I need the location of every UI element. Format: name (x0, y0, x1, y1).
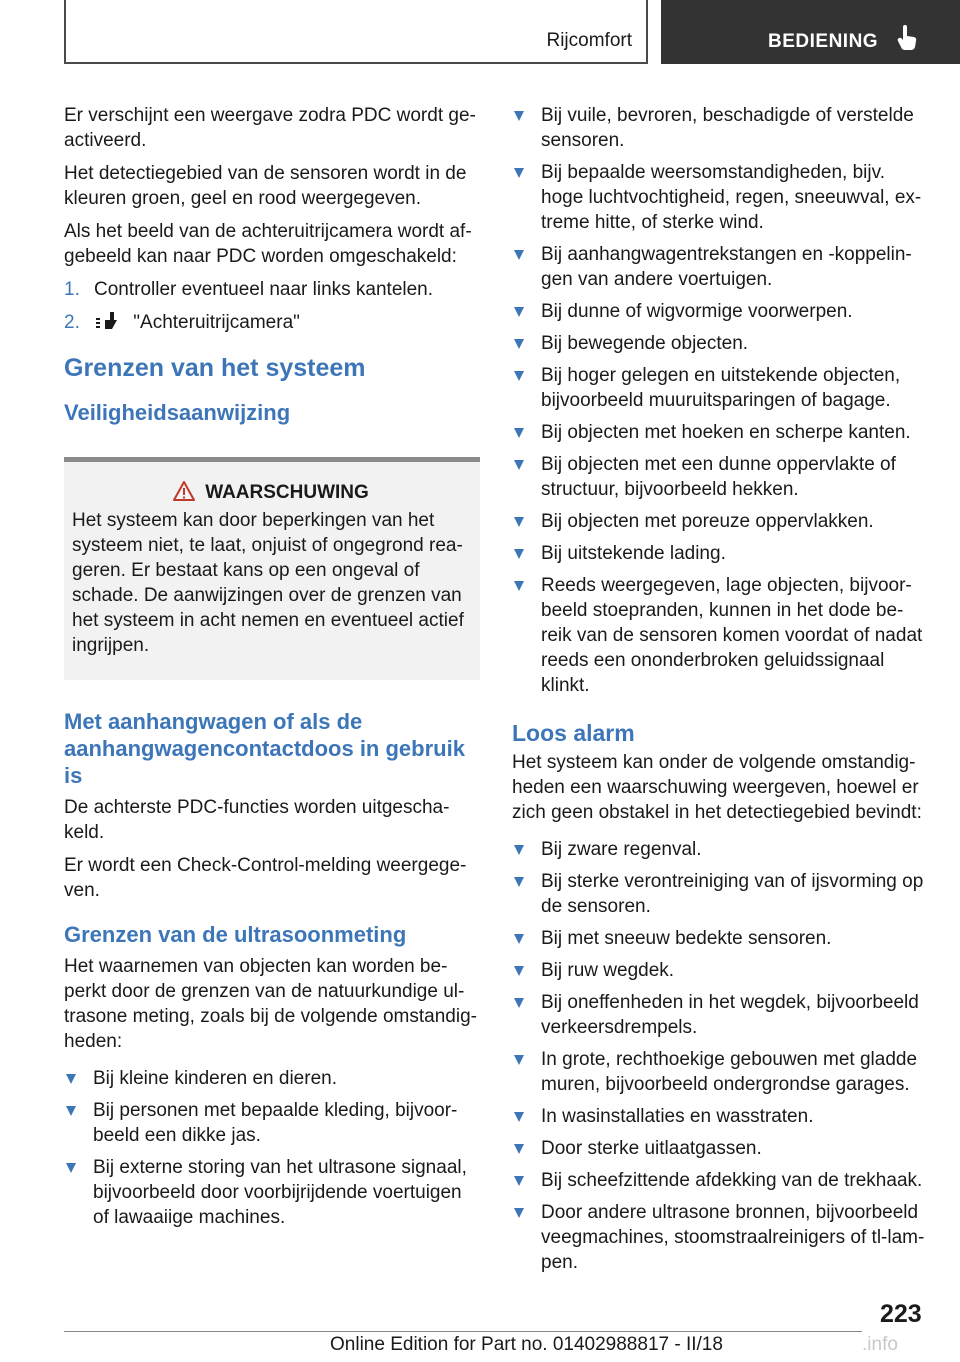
bullet-triangle-icon (514, 371, 524, 381)
warning-header (72, 480, 470, 506)
list-item (512, 1168, 928, 1193)
list-item (512, 541, 928, 566)
bullet-triangle-icon (514, 966, 524, 976)
list-item-text: Bij uitstekende lading. (541, 543, 726, 564)
list-item (512, 509, 928, 534)
list-item-text: Bij bewegende objecten. (541, 333, 749, 354)
bullet-triangle-icon (514, 1176, 524, 1186)
warning-box (64, 457, 480, 680)
bullet-triangle-icon (514, 1112, 524, 1122)
step-item (64, 277, 480, 302)
trailer-paragraph: Er wordt een Check-Control-melding weergege‐ ven. (64, 855, 467, 901)
header-chapter-box (661, 0, 960, 64)
list-item (512, 420, 928, 445)
list-item (512, 1136, 928, 1161)
list-item (512, 958, 928, 983)
bullet-triangle-icon (66, 1163, 76, 1173)
bullet-triangle-icon (514, 250, 524, 260)
ultrasonic-limit-list-continued (512, 103, 928, 698)
heading-system-limits: Grenzen van het systeem (64, 354, 366, 382)
false-alarm-list (512, 837, 928, 1275)
list-item-text: Bij objecten met een dunne oppervlakte of structuur, bijvoorbeeld hekken. (541, 454, 896, 500)
ultrasonic-paragraph: Het waarnemen van objecten kan worden be‐ perkt door de grenzen van de natuurkundige ul‐ trasone meting, zoals bij de volgende omstandig‐ heden: (64, 956, 477, 1052)
bullet-triangle-icon (514, 339, 524, 349)
list-item (512, 926, 928, 951)
list-item-text: Bij kleine kinderen en dieren. (93, 1068, 337, 1089)
list-item (512, 990, 928, 1040)
warning-triangle-icon (173, 481, 195, 501)
list-item-text: Door sterke uitlaatgassen. (541, 1138, 762, 1159)
intro-paragraph: Er verschijnt een weergave zodra PDC wordt ge‐ activeerd. (64, 105, 476, 151)
step-item (64, 310, 480, 335)
list-item-text: Bij scheefzittende afdekking van de trekhaak. (541, 1170, 923, 1191)
list-item-text: Bij aanhangwagentrekstangen en -koppelin‐ gen van andere voertuigen. (541, 244, 912, 290)
bullet-triangle-icon (514, 934, 524, 944)
header-section-title: Rijcomfort (546, 30, 632, 51)
list-item (64, 1098, 480, 1148)
bullet-triangle-icon (514, 428, 524, 438)
intro-paragraph: Als het beeld van de achteruitrijcamera wordt af‐ gebeeld kan naar PDC worden omgeschakeld: (64, 221, 472, 267)
bullet-triangle-icon (66, 1106, 76, 1116)
list-item (512, 242, 928, 292)
list-item-text: Bij objecten met hoeken en scherpe kanten. (541, 422, 911, 443)
list-item (512, 869, 928, 919)
list-item (512, 299, 928, 324)
heading-ultrasonic-limits: Grenzen van de ultrasoonmeting (64, 922, 407, 947)
heading-trailer: Met aanhangwagen of als de aanhangwagencontactdoos in gebruik is (64, 709, 465, 788)
bullet-triangle-icon (514, 998, 524, 1008)
heading-safety-notice: Veiligheidsaanwijzing (64, 400, 291, 425)
false-alarm-paragraph: Het systeem kan onder de volgende omstandig‐ heden een waarschuwing weergeven, hoewel er zich geen obstakel in het detectiegebied bevindt: (512, 752, 922, 823)
warning-title: WAARSCHUWING (205, 482, 369, 503)
list-item (512, 1047, 928, 1097)
list-item (512, 1200, 928, 1275)
bullet-triangle-icon (514, 1144, 524, 1154)
list-item-text: Door andere ultrasone bronnen, bijvoorbeeld veegmachines, stoomstraalreinigers of tl-lam‐ pen. (541, 1202, 925, 1273)
list-item-text: Bij met sneeuw bedekte sensoren. (541, 928, 832, 949)
bullet-triangle-icon (514, 877, 524, 887)
bullet-triangle-icon (514, 845, 524, 855)
page-number: 223 (880, 1300, 922, 1328)
bullet-triangle-icon (514, 1055, 524, 1065)
list-item-text: Bij ruw wegdek. (541, 960, 675, 981)
heading-false-alarm: Loos alarm (512, 720, 635, 746)
steps-list (64, 277, 480, 335)
step-number: 1. (64, 279, 80, 300)
step-text: Controller eventueel naar links kantelen. (94, 279, 434, 300)
list-item (512, 331, 928, 356)
trailer-paragraph: De achterste PDC-functies worden uitgescha‐ keld. (64, 797, 450, 843)
bullet-triangle-icon (66, 1074, 76, 1084)
intro-paragraph: Het detectiegebied van de sensoren wordt in de kleuren groen, geel en rood weergegeven. (64, 163, 467, 209)
bullet-triangle-icon (514, 307, 524, 317)
list-item (64, 1155, 480, 1230)
left-column (64, 103, 480, 1237)
list-item-text: Reeds weergegeven, lage objecten, bijvoor‐ beeld stoepranden, kunnen in het dode be‐ reik van de sensoren komen voordat of nadat reeds een ononderbroken geluidssignaal klinkt. (541, 575, 923, 696)
bullet-triangle-icon (514, 1208, 524, 1218)
list-item-text: Bij vuile, bevroren, beschadigde of verstelde sensoren. (541, 105, 914, 151)
list-item-text: In wasinstallaties en wasstraten. (541, 1106, 814, 1127)
bullet-triangle-icon (514, 460, 524, 470)
list-item (512, 452, 928, 502)
bullet-triangle-icon (514, 168, 524, 178)
list-item (512, 363, 928, 413)
list-item (512, 103, 928, 153)
list-item (512, 837, 928, 862)
list-item (512, 1104, 928, 1129)
list-item (512, 160, 928, 235)
list-item-text: Bij sterke verontreiniging van of ijsvorming op de sensoren. (541, 871, 924, 917)
header-chapter-title: BEDIENING (768, 31, 879, 52)
list-item (512, 573, 928, 698)
bullet-triangle-icon (514, 517, 524, 527)
bullet-triangle-icon (514, 111, 524, 121)
hand-pointer-icon (897, 25, 919, 51)
footer-edition: Online Edition for Part no. 01402988817 - II/18 (330, 1334, 723, 1355)
ultrasonic-limit-list (64, 1066, 480, 1230)
list-item-text: Bij bepaalde weersomstandigheden, bijv. hoge luchtvochtigheid, regen, sneeuwval, ex‐ treme hitte, of sterke wind. (541, 162, 922, 233)
list-item-text: Bij personen met bepaalde kleding, bijvoor‐ beeld een dikke jas. (93, 1100, 458, 1146)
list-item-text: Bij objecten met poreuze oppervlakken. (541, 511, 874, 532)
warning-text: Het systeem kan door beperkingen van het systeem niet, te laat, onjuist of ongegrond rea‐ geren. Er bestaat kans op een ongeval of schade. De aanwijzingen over de grenzen van het systeem in acht nemen en eventueel actief ingrijpen. (72, 510, 464, 656)
bullet-triangle-icon (514, 549, 524, 559)
bullet-triangle-icon (514, 581, 524, 591)
header-section-box (64, 0, 648, 64)
footer-divider (64, 1331, 862, 1332)
list-item-text: Bij externe storing van het ultrasone signaal, bijvoorbeeld door voorbijrijdende voertuigen of lawaaiige machines. (93, 1157, 467, 1228)
step-text: "Achteruitrijcamera" (133, 312, 300, 333)
list-item (64, 1066, 480, 1091)
footer-watermark: .info (862, 1334, 898, 1355)
list-item-text: Bij zware regenval. (541, 839, 702, 860)
list-item-text: Bij hoger gelegen en uitstekende objecten, bijvoorbeeld muuruitsparingen of bagage. (541, 365, 901, 411)
list-item-text: Bij oneffenheden in het wegdek, bijvoorbeeld verkeersdrempels. (541, 992, 919, 1038)
step-number: 2. (64, 312, 80, 333)
list-item-text: Bij dunne of wigvormige voorwerpen. (541, 301, 853, 322)
list-item-text: In grote, rechthoekige gebouwen met gladde muren, bijvoorbeeld ondergrondse garages. (541, 1049, 918, 1095)
right-column (512, 103, 928, 1282)
reverse-camera-icon (94, 310, 120, 332)
